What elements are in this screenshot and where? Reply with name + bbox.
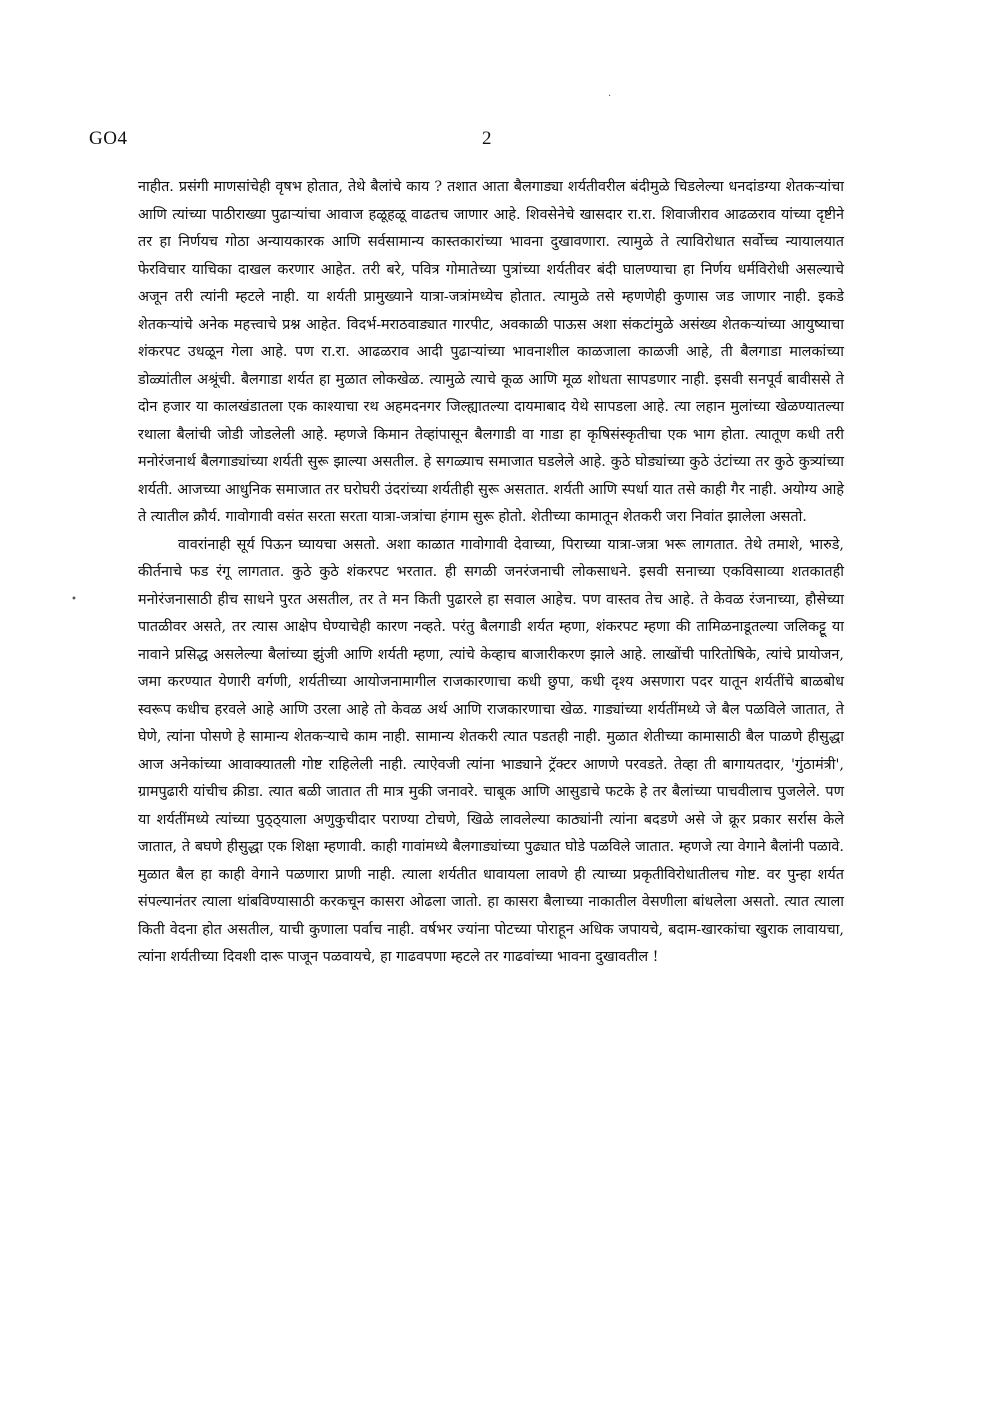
paragraph-1: नाहीत. प्रसंगी माणसांचेही वृषभ होतात, तेथे बैलांचे काय ? तशात आता बैलगाड्या शर्यतीवरील बंदीमुळे चिडलेल्या धनदांडग्या शेतकऱ्यांचा आणि त्यांच्या पाठीराख्या पुढाऱ्यांचा आवाज हळूहळू वाढतच जाणार आहे. शिवसेनेचे खासदार रा.रा. शिवाजीराव आढळराव यांच्या दृष्टीने तर हा निर्णयच गोठा अन्यायकारक आणि सर्वसामान्य कास्तकारांच्या भावना दुखावणारा. त्यामुळे ते त्याविरोधात सर्वोच्च न्यायालयात फेरविचार याचिका दाखल करणार आहेत. तरी बरे, पवित्र गोमातेच्या पुत्रांच्या शर्यतीवर बंदी घालण्याचा हा निर्णय धर्मविरोधी असल्याचे अजून तरी त्यांनी म्हटले नाही. या शर्यती प्रामुख्याने यात्रा-जत्रांमध्येच होतात. त्यामुळे तसे म्हणणेही कुणास जड जाणार नाही. इकडे शेतकऱ्यांचे अनेक महत्त्वाचे प्रश्न आहेत. विदर्भ-मराठवाड्यात गारपीट, अवकाळी पाऊस अशा संकटांमुळे असंख्य शेतकऱ्यांच्या आयुष्याचा शंकरपट उधळून गेला आहे. पण रा.रा. आढळराव आदी पुढाऱ्यांच्या भावनाशील काळजाला काळजी आहे, ती बैलगाडा मालकांच्या डोळ्यांतील अश्रूंची. बैलगाडा शर्यत हा मुळात लोकखेळ. त्यामुळे त्याचे कूळ आणि मूळ शोधता सापडणार नाही. इसवी सनपूर्व बावीससे ते दोन हजार या कालखंडातला एक काश्याचा रथ अहमदनगर जिल्ह्यातल्या दायमाबाद येथे सापडला आहे. त्या लहान मुलांच्या खेळण्यातल्या रथाला बैलांची जोडी जोडलेली आहे. म्हणजे किमान तेव्हांपासून बैलगाडी वा गाडा हा कृषिसंस्कृतीचा एक भाग होता. त्यातूण कधी तरी मनोरंजनार्थ बैलगाड्यांच्या शर्यती सुरू झाल्या असतील. हे सगळ्याच समाजात घडलेले आहे. कुठे घोड्यांच्या कुठे उंटांच्या तर कुठे कुत्र्यांच्या शर्यती. आजच्या आधुनिक समाजात तर घरोघरी उंदरांच्या शर्यतीही सुरू असतात. शर्यती आणि स्पर्धा यात तसे काही गैर नाही. अयोग्य आहे ते त्यातील क्रौर्य. गावोगावी वसंत सरता सरता यात्रा-जत्रांचा हंगाम सुरू होतो. शेतीच्या कामातून शेतकरी जरा निवांत झालेला असतो. [138, 179, 844, 525]
page-number: 2 [482, 128, 492, 149]
scan-speck: · [608, 91, 612, 102]
document-code: GO4 [89, 128, 128, 149]
paragraph-2: वावरांनाही सूर्य पिऊन घ्यायचा असतो. अशा काळात गावोगावी देवाच्या, पिराच्या यात्रा-जत्रा भरू लागतात. तेथे तमाशे, भारुडे, कीर्तनाचे फड रंगू लागतात. कुठे कुठे शंकरपट भरतात. ही सगळी जनरंजनाची लोकसाधने. इसवी सनाच्या एकविसाव्या शतकातही मनोरंजनासाठी हीच साधने पुरत असतील, तर ते मन किती पुढारले हा सवाल आहेच. पण वास्तव तेच आहे. ते केवळ रंजनाच्या, हौसेच्या पातळीवर असते, तर त्यास आक्षेप घेण्याचेही कारण नव्हते. परंतु बैलगाडी शर्यत म्हणा, शंकरपट म्हणा की तामिळनाडूतल्या जलिकट्टू या नावाने प्रसिद्ध असलेल्या बैलांच्या झुंजी आणि शर्यती म्हणा, त्यांचे केव्हाच बाजारीकरण झाले आहे. लाखोंची पारितोषिके, त्यांचे प्रायोजन, जमा करण्यात येणारी वर्गणी, शर्यतीच्या आयोजनामागील राजकारणाचा कधी छुपा, कधी दृश्य असणारा पदर यातून शर्यतींचे बाळबोध स्वरूप कधीच हरवले आहे आणि उरला आहे तो केवळ अर्थ आणि राजकारणाचा खेळ. गाड्यांच्या शर्यतींमध्ये जे बैल पळविले जातात, ते घेणे, त्यांना पोसणे हे सामान्य शेतकऱ्याचे काम नाही. सामान्य शेतकरी त्यात पडतही नाही. मुळात शेतीच्या कामासाठी बैल पाळणे हीसुद्धा आज अनेकांच्या आवाक्यातली गोष्ट राहिलेली नाही. त्याऐवजी त्यांना भाड्याने ट्रॅक्टर आणणे परवडते. तेव्हा ती बागायतदार, 'गुंठामंत्री', ग्रामपुढारी यांचीच क्रीडा. त्यात बळी जातात ती मात्र मुकी जनावरे. चाबूक आणि आसुडाचे फटके हे तर बैलांच्या पाचवीलाच पुजलेले. पण या शर्यतींमध्ये त्यांच्या पुठ्ठ्याला अणुकुचीदार पराण्या टोचणे, खिळे लावलेल्या काठ्यांनी त्यांना बदडणे असे जे क्रूर प्रकार सर्रास केले जातात, ते बघणे हीसुद्धा एक शिक्षा म्हणावी. काही गावांमध्ये बैलगाड्यांच्या पुढ्यात घोडे पळविले जातात. म्हणजे त्या वेगाने बैलांनी पळावे. मुळात बैल हा काही वेगाने पळणारा प्राणी नाही. त्याला शर्यतीत धावायला लावणे ही त्याच्या प्रकृतीविरोधातीलच गोष्ट. वर पुन्हा शर्यत संपल्यानंतर त्याला थांबविण्यासाठी करकचून कासरा ओढला जातो. हा कासरा बैलाच्या नाकातील वेसणीला बांधलेला असतो. त्यात त्याला किती वेदना होत असतील, याची कुणाला पर्वाच नाही. वर्षभर ज्यांना पोटच्या पोराहून अधिक जपायचे, बदाम-खारकांचा खुराक लावायचा, त्यांना शर्यतीच्या दिवशी दारू पाजून पळवायचे, हा गाढवपणा म्हटले तर गाढवांच्या भावना दुखावतील ! [138, 536, 844, 965]
scan-speck: • [71, 594, 77, 605]
article-body [138, 174, 844, 972]
